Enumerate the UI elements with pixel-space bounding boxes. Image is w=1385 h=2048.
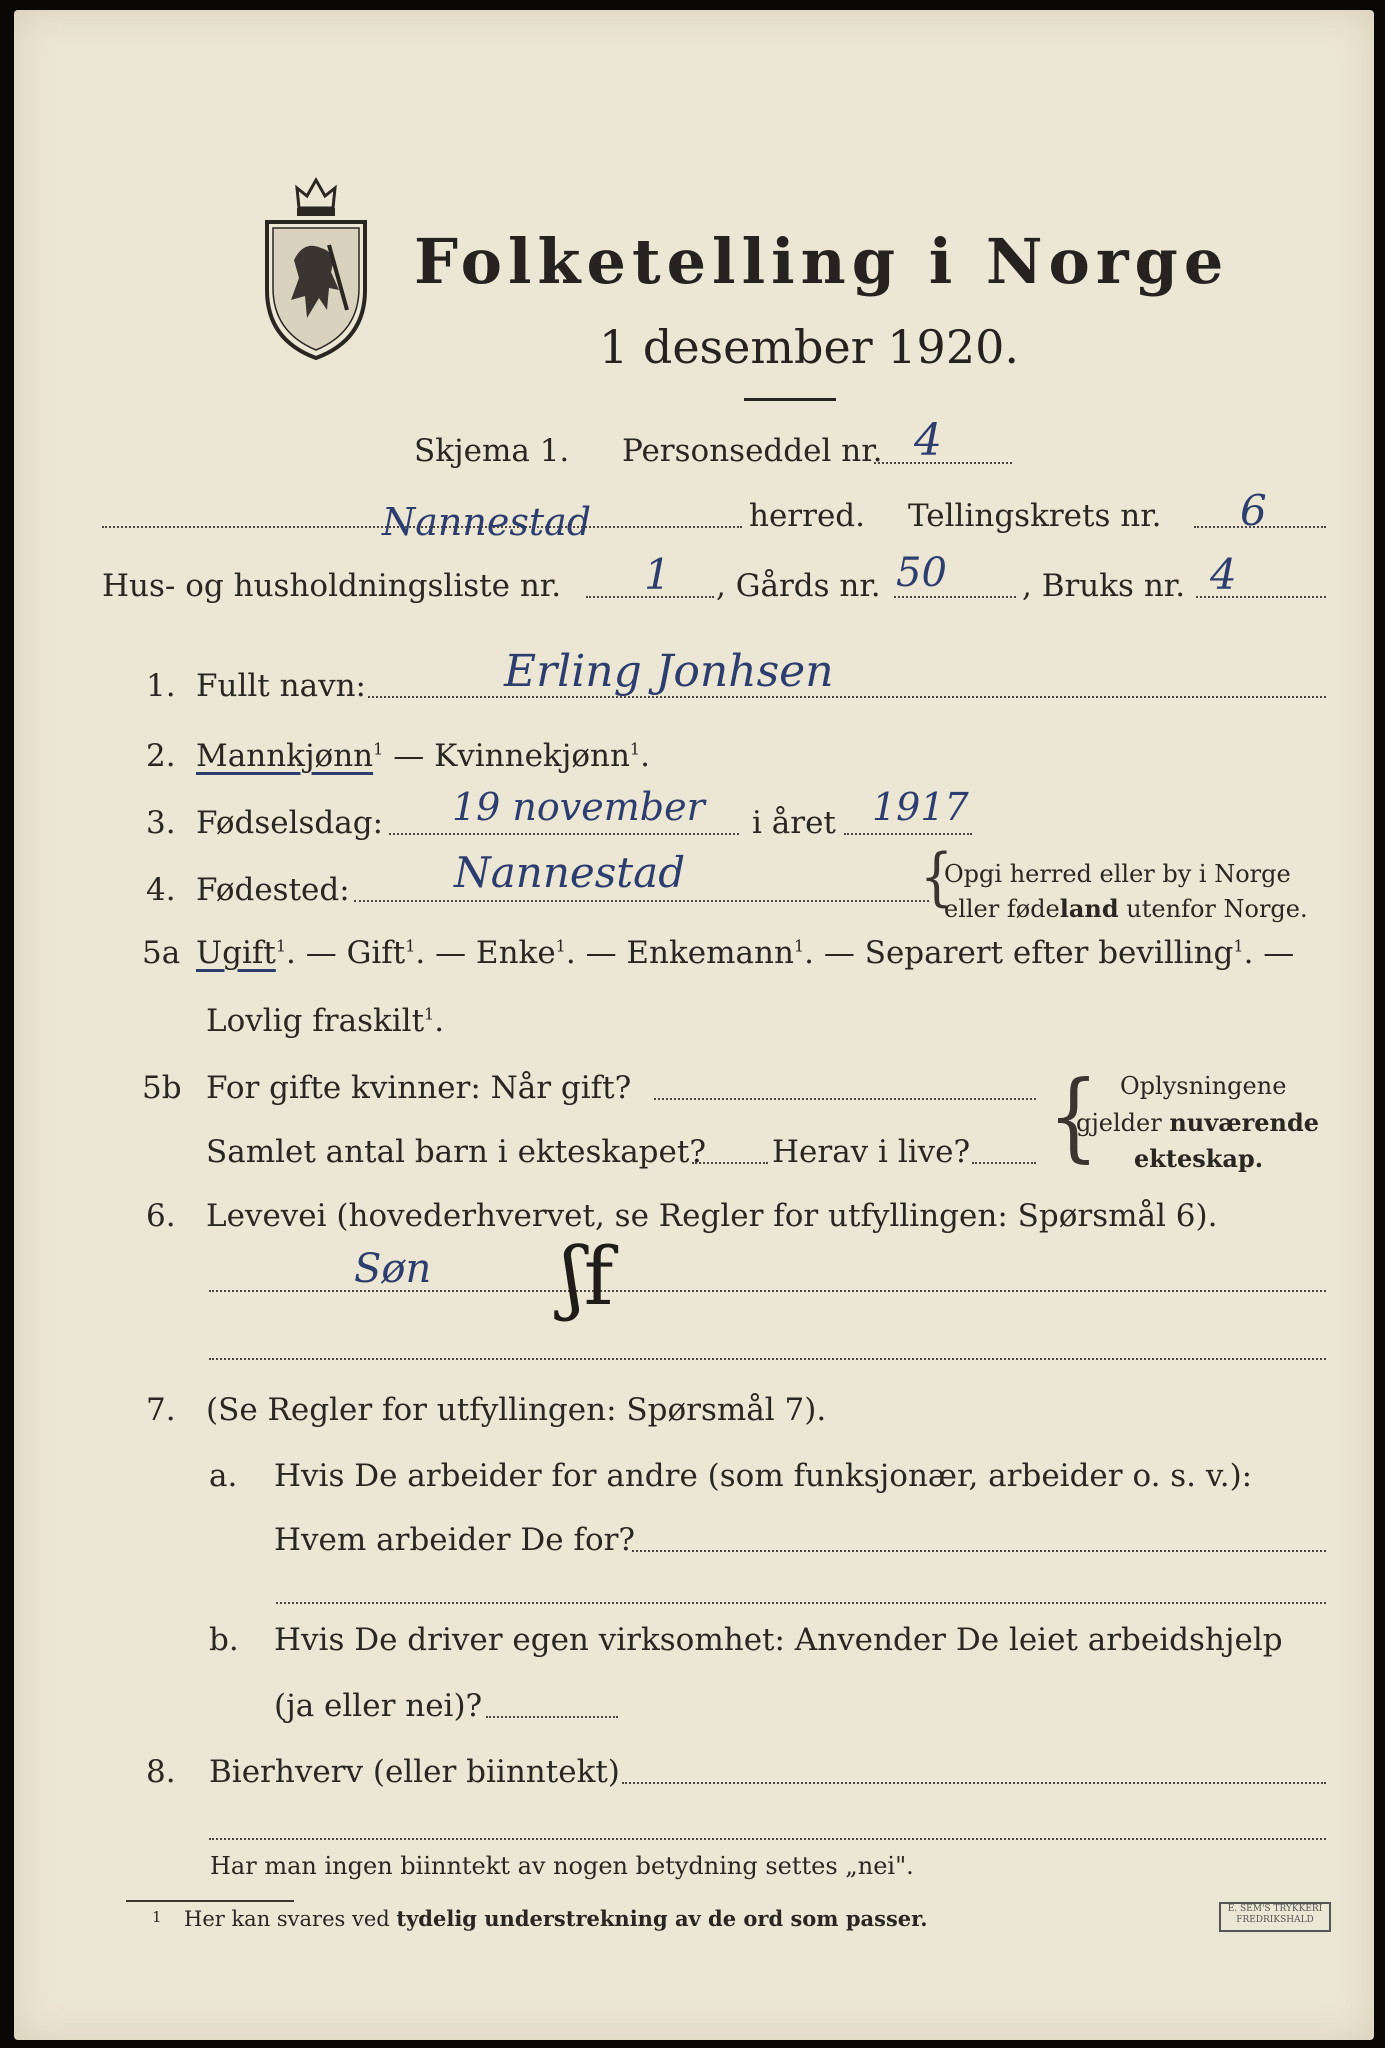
q6-label: Levevei (hovederhvervet, se Regler for utfyllingen: Spørsmål 6). bbox=[206, 1198, 1218, 1234]
antal-barn-field[interactable] bbox=[692, 1162, 768, 1164]
q4-note-2: eller fødeland utenfor Norge. bbox=[944, 894, 1308, 923]
q8-label: Bierhverv (eller biinntekt) bbox=[209, 1754, 620, 1790]
option-gift[interactable]: . — Gift bbox=[286, 935, 406, 971]
q1-label: Fullt navn: bbox=[196, 668, 366, 704]
year-value: 1917 bbox=[872, 785, 969, 829]
option-ugift[interactable]: Ugift bbox=[196, 935, 276, 971]
gards-field[interactable] bbox=[894, 596, 1016, 598]
hus-value: 1 bbox=[644, 550, 671, 599]
q5b-note-3: ekteskap. bbox=[1134, 1144, 1264, 1173]
option-kvinnekjonn[interactable]: Kvinnekjønn bbox=[434, 738, 630, 774]
census-form bbox=[14, 10, 1374, 2040]
fodselsdag-field[interactable] bbox=[389, 833, 739, 835]
q7b-letter: b. bbox=[209, 1622, 239, 1658]
option-lovlig-fraskilt[interactable]: Lovlig fraskilt$^1$. bbox=[206, 1003, 445, 1039]
herred-value: Nannestad bbox=[382, 500, 592, 544]
personseddel-field[interactable] bbox=[874, 462, 1012, 464]
levevei-field-2[interactable] bbox=[209, 1358, 1326, 1360]
q5a-options: Ugift$^1$. — Gift$^1$. — Enke$^1$. — Enkemann$^1$. — Separert efter bevilling$^1$. — bbox=[196, 935, 1295, 971]
q2-options: Mannkjønn$^1$ — Kvinnekjønn$^1$. bbox=[196, 738, 650, 774]
herred-label: herred. bbox=[749, 498, 865, 534]
q5b-brace: { bbox=[1048, 1060, 1099, 1173]
q3-number: 3. bbox=[146, 805, 176, 841]
arbeider-for-field-2[interactable] bbox=[276, 1602, 1326, 1604]
q5b-label-2: Samlet antal barn i ekteskapet? bbox=[206, 1134, 706, 1170]
q5b-label-1: For gifte kvinner: Når gift? bbox=[206, 1070, 632, 1106]
fodested-field[interactable] bbox=[354, 900, 929, 902]
q7a-text: Hvis De arbeider for andre (som funksjonær, arbeider o. s. v.): bbox=[274, 1458, 1253, 1494]
schema-label: Skjema 1. bbox=[414, 433, 570, 469]
fodselsdag-value: 19 november bbox=[452, 785, 705, 829]
q1-number: 1. bbox=[146, 668, 176, 704]
q5b-note-1: Oplysningene bbox=[1120, 1072, 1287, 1100]
year-label: i året bbox=[752, 805, 836, 841]
q3-label: Fødselsdag: bbox=[196, 805, 384, 841]
personseddel-label: Personseddel nr. bbox=[622, 433, 883, 469]
title-divider bbox=[744, 398, 836, 401]
bierhverv-field[interactable] bbox=[622, 1782, 1326, 1784]
option-mannkjonn[interactable]: Mannkjønn bbox=[196, 738, 374, 774]
q4-note-1: Opgi herred eller by i Norge bbox=[944, 860, 1291, 888]
q5b-note-2: gjelder nuværende bbox=[1076, 1108, 1320, 1137]
handwritten-mark: ʃf bbox=[562, 1230, 614, 1323]
q8-number: 8. bbox=[146, 1754, 176, 1790]
fullt-navn-value: Erling Jonhsen bbox=[504, 646, 834, 697]
nei-note: Har man ingen biinntekt av nogen betydning settes „nei". bbox=[210, 1852, 914, 1880]
option-separert[interactable]: . — Separert efter bevilling bbox=[804, 935, 1234, 971]
q4-label: Fødested: bbox=[196, 872, 350, 908]
q2-number: 2. bbox=[146, 738, 176, 774]
footnote-number: 1 bbox=[152, 1908, 162, 1926]
bierhverv-field-2[interactable] bbox=[209, 1838, 1326, 1840]
q7a-letter: a. bbox=[209, 1458, 238, 1494]
q7-label: (Se Regler for utfyllingen: Spørsmål 7). bbox=[206, 1392, 827, 1428]
arbeider-for-field[interactable] bbox=[632, 1550, 1326, 1552]
option-enkemann[interactable]: . — Enkemann bbox=[565, 935, 794, 971]
ja-eller-nei-field[interactable] bbox=[486, 1716, 618, 1718]
q5a-number: 5a bbox=[142, 935, 181, 971]
census-date: 1 desember 1920. bbox=[599, 320, 1019, 374]
q6-number: 6. bbox=[146, 1198, 176, 1234]
q7b-question: (ja eller nei)? bbox=[274, 1688, 483, 1724]
q7b-text: Hvis De driver egen virksomhet: Anvender De leiet arbeidshjelp bbox=[274, 1622, 1283, 1658]
footnote-divider bbox=[126, 1900, 294, 1902]
fodested-value: Nannestad bbox=[454, 848, 686, 897]
q4-number: 4. bbox=[146, 872, 176, 908]
bruks-value: 4 bbox=[1210, 550, 1237, 599]
footnote-text: Her kan svares ved tydelig understrekning av de ord som passer. bbox=[184, 1906, 928, 1931]
herav-i-live-field[interactable] bbox=[972, 1162, 1036, 1164]
hus-label: Hus- og husholdningsliste nr. bbox=[102, 568, 562, 604]
personseddel-value: 4 bbox=[914, 415, 942, 466]
levevei-value: Søn bbox=[354, 1246, 432, 1292]
bruks-label: , Bruks nr. bbox=[1022, 568, 1186, 604]
q5b-number: 5b bbox=[142, 1070, 182, 1106]
tellingskrets-label: Tellingskrets nr. bbox=[908, 498, 1162, 534]
q5b-label-3: Herav i live? bbox=[772, 1134, 971, 1170]
form-title: Folketelling i Norge bbox=[414, 225, 1230, 298]
gards-label: , Gårds nr. bbox=[716, 568, 881, 604]
year-field[interactable] bbox=[844, 833, 972, 835]
coat-of-arms-icon bbox=[259, 160, 374, 360]
q7a-question: Hvem arbeider De for? bbox=[274, 1522, 636, 1558]
q4-brace: { bbox=[920, 842, 954, 914]
printer-stamp: E. SEM'S TRYKKERI FREDRIKSHALD bbox=[1219, 1902, 1331, 1932]
nar-gift-field[interactable] bbox=[654, 1098, 1036, 1100]
gards-value: 50 bbox=[896, 550, 947, 596]
option-enke[interactable]: . — Enke bbox=[415, 935, 556, 971]
q7-number: 7. bbox=[146, 1392, 176, 1428]
tellingskrets-value: 6 bbox=[1240, 486, 1267, 535]
